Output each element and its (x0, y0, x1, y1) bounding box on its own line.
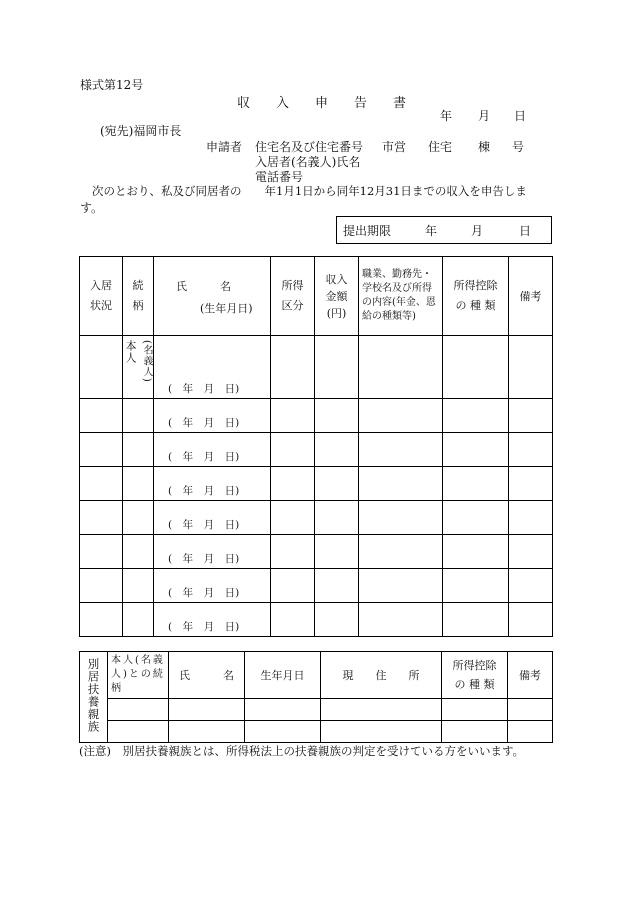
cell-relation[interactable] (123, 433, 154, 467)
cell-income-amount[interactable] (315, 569, 359, 603)
cell-income-class[interactable] (271, 535, 315, 569)
cell-relation[interactable] (123, 467, 154, 501)
dep-header-relation: 本人(名義人)との続柄 (108, 652, 169, 699)
cell-status[interactable] (80, 467, 123, 501)
cell-remarks[interactable] (509, 399, 553, 433)
table-row (80, 603, 553, 637)
birth-date-placeholder: ( 年 月 日) (168, 484, 240, 497)
birth-date-placeholder: ( 年 月 日) (168, 552, 240, 565)
dep-cell-deduction[interactable] (442, 721, 508, 743)
dep-header-remarks: 備考 (508, 652, 553, 699)
cell-name[interactable] (154, 433, 271, 467)
cell-income-amount[interactable] (315, 433, 359, 467)
cell-remarks[interactable] (509, 433, 553, 467)
dep-header-name: 氏 名 (169, 652, 245, 699)
cell-status[interactable] (80, 501, 123, 535)
dep-cell-relation[interactable] (108, 721, 169, 743)
deadline-month: 月 (471, 224, 484, 238)
city-label: 市営 (382, 140, 407, 154)
date-month: 月 (478, 109, 491, 123)
page-title: 収 入 申 告 書 (237, 96, 407, 111)
addressee: (宛先)福岡市長 (100, 124, 182, 138)
cell-relation[interactable] (123, 501, 154, 535)
cell-name[interactable] (154, 603, 271, 637)
dependents-side-label-text: 別居扶養親族 (86, 658, 101, 733)
tenant-name-label: 入居者(名義人)氏名 (255, 155, 361, 169)
cell-occupation[interactable] (359, 501, 443, 535)
income-table (79, 256, 553, 637)
cell-deduction[interactable] (443, 535, 509, 569)
housing-label: 住宅 (428, 140, 453, 154)
form-number: 様式第12号 (80, 78, 144, 92)
number-label: 号 (512, 140, 525, 154)
address-label: 住宅名及び住宅番号 (255, 140, 364, 154)
cell-name[interactable] (154, 569, 271, 603)
dep-cell-remarks[interactable] (508, 721, 553, 743)
cell-income-class[interactable] (271, 399, 315, 433)
dep-header-birth: 生年月日 (245, 652, 321, 699)
table-row (80, 699, 553, 721)
cell-occupation[interactable] (359, 535, 443, 569)
date-day: 日 (514, 109, 527, 123)
header-name (154, 257, 271, 336)
cell-income-class[interactable] (271, 336, 315, 399)
cell-remarks[interactable] (509, 569, 553, 603)
birth-date-placeholder: ( 年 月 日) (168, 518, 240, 531)
cell-deduction[interactable] (443, 467, 509, 501)
dep-cell-birth[interactable] (245, 721, 321, 743)
dep-cell-birth[interactable] (245, 699, 321, 721)
cell-relation[interactable] (123, 535, 154, 569)
dependents-table (79, 651, 553, 743)
cell-deduction[interactable] (443, 433, 509, 467)
header-birth-label: (生年月日) (200, 302, 253, 315)
header-income-amount: 収入 金額 (円) (315, 257, 359, 336)
cell-occupation[interactable] (359, 569, 443, 603)
cell-income-amount[interactable] (315, 603, 359, 637)
header-status: 入居 状況 (80, 257, 123, 336)
cell-name[interactable] (154, 501, 271, 535)
cell-deduction[interactable] (443, 501, 509, 535)
header-income-class: 所得 区分 (271, 257, 315, 336)
table-row (80, 399, 553, 433)
phone-label: 電話番号 (255, 170, 304, 184)
deadline-year: 年 (425, 224, 438, 238)
cell-deduction[interactable] (443, 603, 509, 637)
cell-occupation[interactable] (359, 467, 443, 501)
table-row (80, 569, 553, 603)
cell-occupation[interactable] (359, 433, 443, 467)
dep-cell-address[interactable] (321, 699, 442, 721)
header-relation: 続 柄 (123, 257, 154, 336)
table-row (80, 535, 553, 569)
birth-date-placeholder: ( 年 月 日) (168, 382, 240, 395)
cell-remarks[interactable] (509, 467, 553, 501)
declaration-line-2: す。 (80, 201, 104, 215)
cell-income-class[interactable] (271, 467, 315, 501)
birth-date-placeholder: ( 年 月 日) (168, 586, 240, 599)
cell-relation[interactable] (123, 603, 154, 637)
dep-cell-remarks[interactable] (508, 699, 553, 721)
cell-deduction[interactable] (443, 336, 509, 399)
cell-income-amount[interactable] (315, 467, 359, 501)
dep-cell-deduction[interactable] (442, 699, 508, 721)
applicant-label: 申請者 (206, 140, 243, 154)
header-remarks: 備考 (509, 257, 553, 336)
dependents-side-label (80, 652, 108, 743)
dep-header-address: 現 住 所 (321, 652, 442, 699)
cell-income-amount[interactable] (315, 501, 359, 535)
relation-self-label: 本人 (124, 340, 137, 364)
note: (注意) 別居扶養親族とは、所得税法上の扶養親族の判定を受けている方をいいます。 (79, 744, 525, 758)
cell-income-class[interactable] (271, 501, 315, 535)
dep-cell-address[interactable] (321, 721, 442, 743)
dep-cell-relation[interactable] (108, 699, 169, 721)
table-row (80, 501, 553, 535)
cell-remarks[interactable] (509, 535, 553, 569)
cell-occupation[interactable] (359, 603, 443, 637)
header-deduction: 所得控除 の 種 類 (443, 257, 509, 336)
cell-occupation[interactable] (359, 336, 443, 399)
cell-status[interactable] (80, 603, 123, 637)
cell-deduction[interactable] (443, 399, 509, 433)
cell-income-amount[interactable] (315, 336, 359, 399)
cell-remarks[interactable] (509, 603, 553, 637)
table-row (80, 433, 553, 467)
dep-header-deduction: 所得控除 の 種 類 (442, 652, 508, 699)
cell-relation[interactable] (123, 569, 154, 603)
relation-self-note: (名義人) (141, 340, 152, 383)
table-row (80, 721, 553, 743)
cell-relation-self (123, 336, 154, 399)
cell-deduction[interactable] (443, 569, 509, 603)
header-occupation: 職業、勤務先・学校名及び所得の内容(年金、恩給の種類等) (359, 257, 443, 336)
deadline-day: 日 (519, 224, 532, 238)
cell-name[interactable] (154, 467, 271, 501)
cell-name[interactable] (154, 399, 271, 433)
cell-income-class[interactable] (271, 433, 315, 467)
cell-relation[interactable] (123, 399, 154, 433)
cell-income-amount[interactable] (315, 399, 359, 433)
birth-date-placeholder: ( 年 月 日) (168, 620, 240, 633)
dep-cell-name[interactable] (169, 721, 245, 743)
cell-status[interactable] (80, 569, 123, 603)
cell-income-class[interactable] (271, 569, 315, 603)
date-year: 年 (440, 109, 453, 123)
cell-name[interactable] (154, 336, 271, 399)
declaration-line-1: 次のとおり、私及び同居者の 年1月1日から同年12月31日までの収入を申告しま (92, 184, 527, 198)
cell-name[interactable] (154, 535, 271, 569)
dep-cell-name[interactable] (169, 699, 245, 721)
deadline-label: 提出期限 (343, 224, 392, 238)
cell-status[interactable] (80, 433, 123, 467)
cell-income-class[interactable] (271, 603, 315, 637)
cell-status[interactable] (80, 535, 123, 569)
building-label: 棟 (478, 140, 491, 154)
cell-remarks[interactable] (509, 501, 553, 535)
cell-status[interactable] (80, 336, 123, 399)
table-row (80, 336, 553, 399)
cell-income-amount[interactable] (315, 535, 359, 569)
cell-status[interactable] (80, 399, 123, 433)
cell-remarks[interactable] (509, 336, 553, 399)
table-row (80, 467, 553, 501)
birth-date-placeholder: ( 年 月 日) (168, 450, 240, 463)
cell-occupation[interactable] (359, 399, 443, 433)
header-name-label: 氏 名 (176, 280, 231, 293)
deadline-box (336, 216, 552, 244)
birth-date-placeholder: ( 年 月 日) (168, 416, 240, 429)
